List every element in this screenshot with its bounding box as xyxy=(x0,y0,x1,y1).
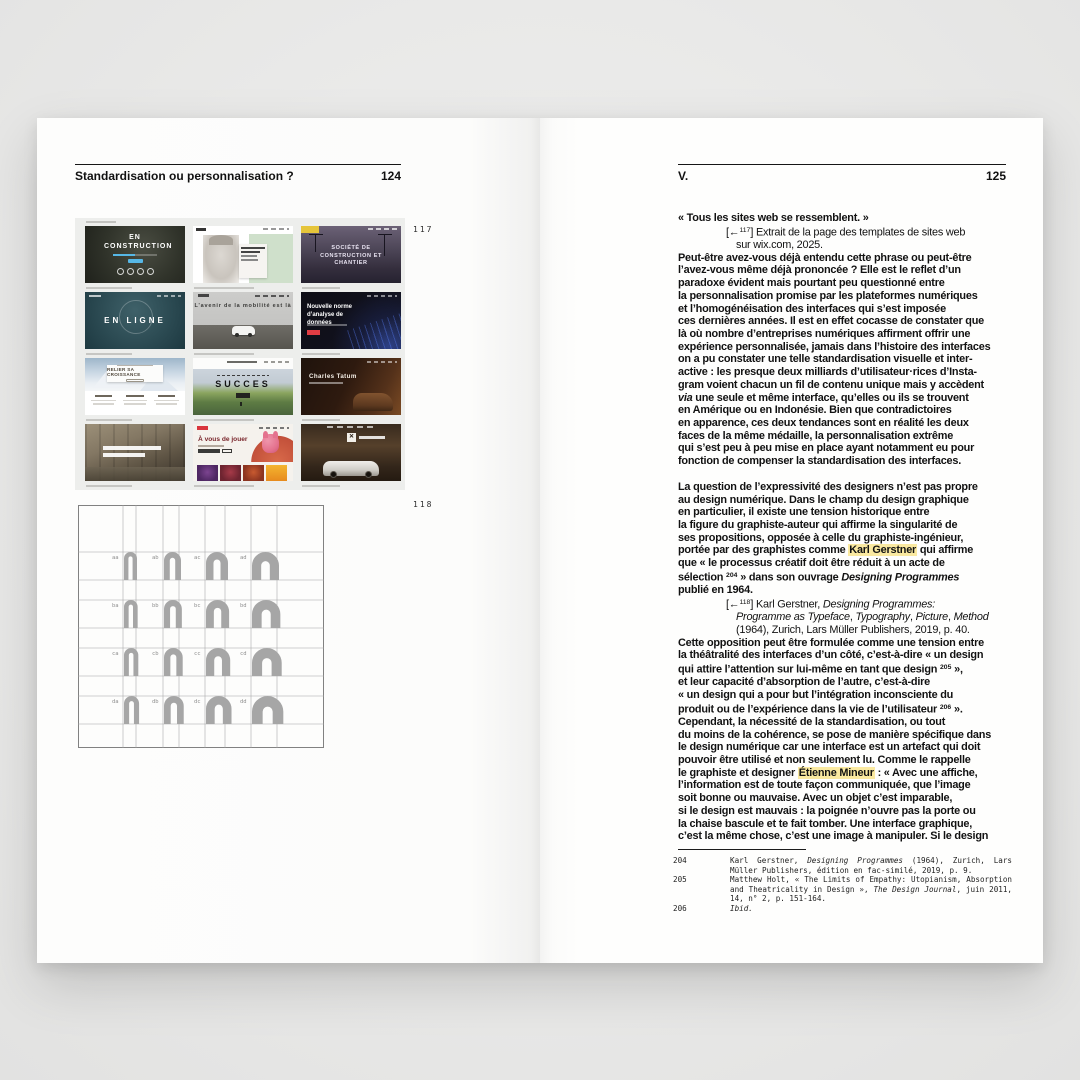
template-cell xyxy=(301,226,401,292)
template-title: L’avenir de la mobilité est là xyxy=(194,303,292,309)
text-line: le design numérique car une interface est un artefact qui doit xyxy=(678,741,981,754)
pink-creature xyxy=(262,434,279,453)
text-line: la chaise bascule et te fait tomber. Une interface graphique, xyxy=(678,817,973,830)
portrait-hair xyxy=(209,235,233,245)
grid-cell-label: cc xyxy=(194,651,201,657)
template-cell xyxy=(193,292,293,358)
template-title: À vous de jouer xyxy=(198,436,248,443)
grid-cell-label: ac xyxy=(194,555,201,561)
template-croissance xyxy=(85,358,185,415)
text-line: on a pu constater une telle standardisation visuelle et inter- xyxy=(678,353,973,366)
template-cell xyxy=(85,226,185,292)
grid-cell-label: db xyxy=(152,699,159,705)
grid-cell-label: bc xyxy=(194,603,201,609)
footnote xyxy=(673,856,1012,875)
running-head-left xyxy=(75,164,401,183)
nav-links xyxy=(255,295,289,297)
template-title: Charles Tatum xyxy=(309,373,357,380)
nav-links xyxy=(263,228,289,230)
template-cell xyxy=(85,358,185,424)
grid-cell-label: ca xyxy=(112,651,119,657)
grid-cell-label: ad xyxy=(240,555,247,561)
figure-118-gerstner-grid xyxy=(78,505,324,748)
template-cell xyxy=(85,424,185,490)
cta-button xyxy=(236,393,250,398)
navbar xyxy=(193,358,293,369)
text-line: qui s’est peu à peu mise en place ayant notamment eu pour xyxy=(678,442,975,455)
book-spread xyxy=(37,118,1043,963)
text-card xyxy=(239,244,267,278)
nav-links xyxy=(368,228,398,230)
text-line: faces de la même médaille, la personnalisation extrême xyxy=(678,429,954,442)
logo-wordmark xyxy=(359,436,385,439)
text-line: et leur capacité d’absorption de l’autre, c’est-à-dire xyxy=(678,676,930,689)
text-line: là où nombre d’entreprises numériques affirment offrir une xyxy=(678,327,971,340)
grid-cell-label: aa xyxy=(112,555,119,561)
figure-118-number: 118 xyxy=(413,500,434,509)
text-line: la personnalisation promise par les plateformes numériques xyxy=(678,289,978,302)
page-left xyxy=(37,118,540,963)
text-line: [←$^{118}$] Karl Gerstner, Designing Programmes: xyxy=(726,598,936,611)
footnote-rule xyxy=(678,849,806,850)
template-succes xyxy=(193,358,293,415)
grid-cell-label: ba xyxy=(112,603,119,609)
cta-button xyxy=(128,259,143,263)
reclining-figure xyxy=(353,393,393,411)
template-title: RELIER SA CROISSANCE xyxy=(107,367,141,378)
template-title: SOCIÉTÉ DE CONSTRUCTION ET CHANTIER xyxy=(320,245,382,267)
nav-links xyxy=(264,361,290,363)
page-number-left: 124 xyxy=(380,169,401,183)
text-line: la figure du graphiste-auteur qui affirme la singularité de xyxy=(678,519,958,532)
text-line: ces dernières années. Il est en effet cocasse de constater que xyxy=(678,315,984,328)
text-line: en particulier, il existe une tension historique entre xyxy=(678,506,930,519)
text-line: La question de l’expressivité des designers n’est pas propre xyxy=(678,480,978,493)
nav-links xyxy=(327,426,375,428)
text-line: (1964), Zurich, Lars Müller Publishers, 2019, p. 40. xyxy=(736,623,970,636)
text-line: du moins de la cohérence, se pose de manière spécifique dans xyxy=(678,728,992,741)
text-line: portée par des graphistes comme Karl Gerstner qui affirme xyxy=(678,544,974,557)
template-analyse-donnees xyxy=(301,292,401,349)
outline-button xyxy=(126,379,144,382)
social-icons xyxy=(117,268,154,275)
text-line: que « le processus créatif doit être réduit à un acte de xyxy=(678,557,945,570)
grid-cell-label: bd xyxy=(240,603,247,609)
text-line: via une seule et même interface, qu’elles ou ils se trouvent xyxy=(678,391,969,404)
text-line: pouvoir être utilisé et non seulement lu. Comme le rappelle xyxy=(678,753,971,766)
text-line: publié en 1964. xyxy=(678,584,753,597)
template-caption-bar xyxy=(86,419,132,421)
headline-bar xyxy=(103,446,161,450)
template-cell xyxy=(193,424,293,490)
running-head-right xyxy=(678,164,1006,183)
template-caption-bar xyxy=(302,287,340,289)
page-number-right: 125 xyxy=(985,169,1006,183)
car-illustration xyxy=(232,326,255,335)
template-societe-construction xyxy=(301,226,401,283)
template-caption-bar xyxy=(86,485,132,487)
cta-buttons xyxy=(198,449,220,453)
footnote xyxy=(673,904,1012,914)
footnote-number: 204 xyxy=(673,856,687,865)
template-mobilite xyxy=(193,292,293,349)
hiker-silhouette xyxy=(240,402,242,406)
template-cell xyxy=(301,292,401,358)
template-title: EN LIGNE xyxy=(104,315,166,325)
text-line: c’est la même chose, c’est une image à manipuler. Si le design xyxy=(678,830,989,843)
subtitle-bar xyxy=(309,382,343,384)
classic-car xyxy=(323,461,379,476)
text-line: en Amérique ou en Indonésie. Bien que contradictoires xyxy=(678,404,952,417)
subtitle-bar xyxy=(198,445,224,447)
footnote xyxy=(673,875,1012,904)
template-caption-bar xyxy=(194,353,254,355)
grid-cell-label: dc xyxy=(194,699,201,705)
text-line: le graphiste et designer Étienne Mineur : « Avec une affiche, xyxy=(678,766,978,779)
text-line: la théâtralité des interfaces d’un côté, c’est-à-dire « un design xyxy=(678,649,984,662)
template-caption-bar xyxy=(86,287,132,289)
template-restaurant xyxy=(85,424,185,481)
template-title: Nouvelle norme d’analyse de données xyxy=(307,304,353,326)
template-caption-bar xyxy=(302,353,340,355)
text-line: expérience personnalisée, jamais dans l’histoire des interfaces xyxy=(678,340,991,353)
chapter-title: Standardisation ou personnalisation ? xyxy=(75,169,294,183)
game-tiles xyxy=(193,463,293,481)
text-line: produit ou de l’expérience dans la vie de l’utilisateur $^{206}$ ». xyxy=(678,703,963,716)
template-en-construction xyxy=(85,226,185,283)
headline-bar xyxy=(103,453,145,457)
template-caption-bar xyxy=(302,485,340,487)
nav-links xyxy=(157,295,181,297)
template-cell xyxy=(193,358,293,424)
text-line: Cependant, la nécessité de la standardisation, ou tout xyxy=(678,715,946,728)
grid-cell-label: dd xyxy=(240,699,247,705)
template-garage-auto xyxy=(301,424,401,481)
progress-bar xyxy=(113,254,157,256)
footnote-text: Ibid. xyxy=(730,903,753,913)
footnote-text: Matthew Holt, « The Limits of Empathy: Utopianism, Absorption and Theatricality in Design », The Design Journal, juin 2011, 14, n° 2, p. 151-164. xyxy=(730,875,1012,904)
text-line: active : les presque deux milliards d’utilisateur·rices d’Insta- xyxy=(678,366,977,379)
crane-silhouette xyxy=(384,234,385,256)
nav-links xyxy=(367,295,397,297)
template-title: EN CONSTRUCTION xyxy=(104,233,173,250)
template-en-ligne xyxy=(85,292,185,349)
hero-card xyxy=(107,365,163,382)
grid-cell-label: ab xyxy=(152,555,159,561)
chapter-numeral: V. xyxy=(678,169,689,183)
grid-cell-label: da xyxy=(112,699,119,705)
logo-mark xyxy=(198,294,209,297)
template-caption-bar xyxy=(194,485,254,487)
footnote-number: 206 xyxy=(673,903,687,913)
counter-shape xyxy=(85,467,185,481)
footnotes xyxy=(673,856,1012,914)
figure-117-wix-templates xyxy=(75,218,405,490)
text-line: fonction de compenser la standardisation des interfaces. xyxy=(678,455,962,468)
red-tag xyxy=(197,426,208,430)
text-line: « un design qui a pour but l’intégration inconsciente du xyxy=(678,688,954,701)
template-caption-bar xyxy=(194,287,254,289)
template-caption-bar xyxy=(86,353,132,355)
figure-117-number: 117 xyxy=(413,225,434,234)
text-line: au design numérique. Dans le champ du design graphique xyxy=(678,493,969,506)
text-line: sur wix.com, 2025. xyxy=(736,238,823,251)
ridge-photo xyxy=(193,369,293,415)
template-cell xyxy=(85,292,185,358)
yellow-logo xyxy=(301,226,319,233)
feature-columns xyxy=(91,395,179,407)
tagline-bar xyxy=(217,375,269,376)
text-line: si le design est mauvais : la poignée n’ouvre pas la porte ou xyxy=(678,804,976,817)
text-line: et l’homogénéisation des interfaces qui s’est imposée xyxy=(678,302,946,315)
nav-links xyxy=(259,427,289,429)
subtitle-bar xyxy=(307,324,347,326)
nav-links xyxy=(367,361,397,363)
text-line: l’information est de toute façon communiquée, que l’image xyxy=(678,779,971,792)
grid-cell-label: bb xyxy=(152,603,159,609)
logo-mark xyxy=(89,295,101,297)
x-logo: ✕ xyxy=(348,434,355,440)
text-line: sélection $^{204}$ » dans son ouvrage Designing Programmes xyxy=(678,571,960,584)
text-line: ses propositions, opposée à celle du graphiste-ingénieur, xyxy=(678,531,964,544)
template-charles-tatum xyxy=(301,358,401,415)
text-line: soit bonne ou mauvaise. Avec un objet c’est imparable, xyxy=(678,792,953,805)
template-caption-bar xyxy=(194,419,254,421)
grid-cell-label: cd xyxy=(240,651,247,657)
text-line: en apparence, ces deux tendances sont en réalité les deux xyxy=(678,417,969,429)
crane-silhouette xyxy=(315,234,316,252)
page-right xyxy=(540,118,1043,963)
template-caption-bar xyxy=(302,419,340,421)
cta-button xyxy=(307,330,320,335)
text-line: Peut-être avez-vous déjà entendu cette phrase ou peut-être xyxy=(678,251,972,264)
text-line: qui attire l’attention sur lui-même en tant que design $^{205}$ », xyxy=(678,663,963,676)
body-text xyxy=(678,212,1012,843)
footnote-text: Karl Gerstner, Designing Programmes (1964), Zurich, Lars Müller Publishers, édition en fac-similé, 2019, p. 9. xyxy=(730,856,1012,875)
footnote-number: 205 xyxy=(673,875,687,885)
template-portrait xyxy=(193,226,293,283)
text-line: l’avez-vous même déjà prononcée ? Elle est le reflet d’un xyxy=(678,264,961,277)
template-cell xyxy=(301,358,401,424)
text-line: Cette opposition peut être formulée comme une tension entre xyxy=(678,636,984,649)
grid-cell-label: cb xyxy=(152,651,159,657)
text-line: gram voient chacun un fil de contenu unique mais y accèdent xyxy=(678,378,984,391)
logo-mark xyxy=(227,361,257,363)
template-title: SUCCES xyxy=(215,379,271,389)
template-a-vous-de-jouer xyxy=(193,424,293,481)
text-line: paradoxe évident mais pourtant peu questionné entre xyxy=(678,277,945,290)
template-cell xyxy=(193,226,293,292)
text-line: « Tous les sites web se ressemblent. » xyxy=(678,212,869,224)
text-line: Programme as Typeface, Typography, Picture, Method xyxy=(736,611,989,624)
text-line: [←$^{117}$] Extrait de la page des templates de sites web xyxy=(726,226,966,239)
logo-mark xyxy=(196,228,206,231)
templates-caption-bar xyxy=(86,221,116,223)
template-cell xyxy=(301,424,401,490)
